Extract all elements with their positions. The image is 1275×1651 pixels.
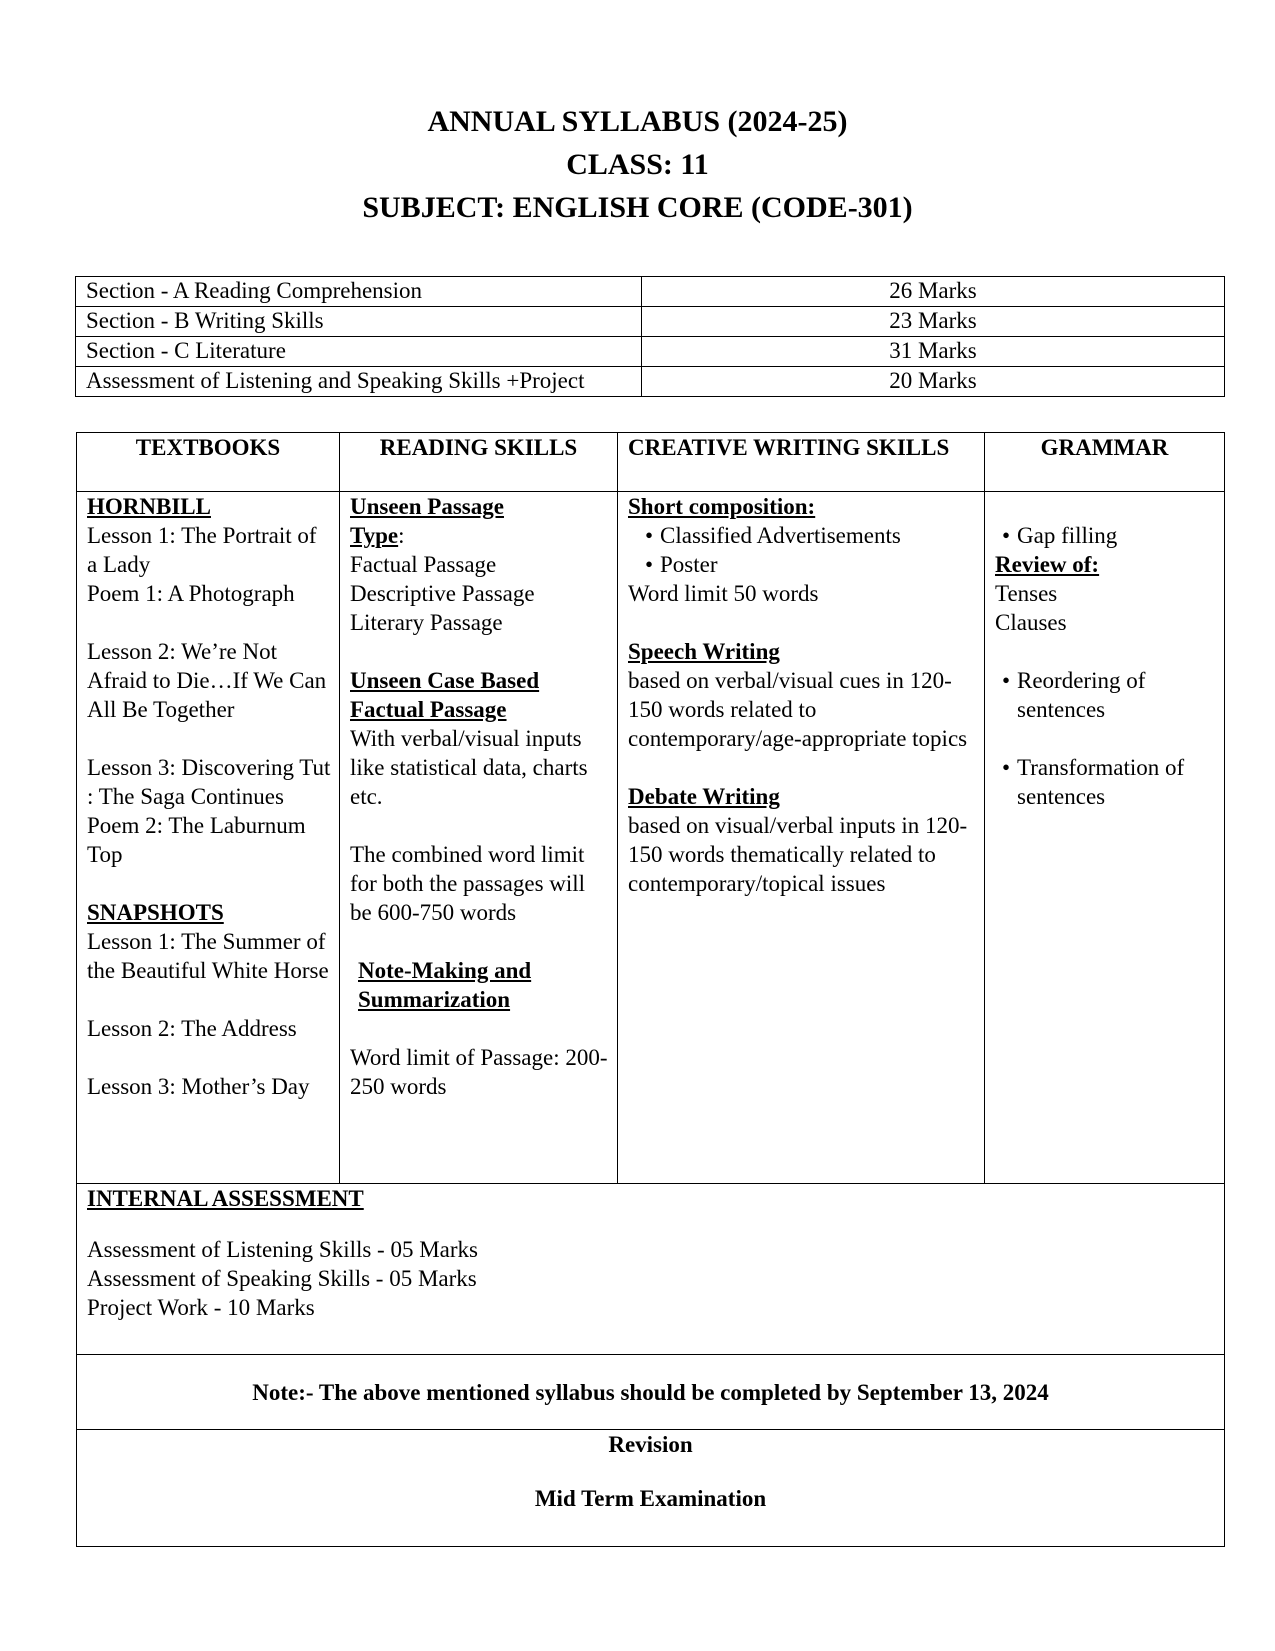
column-header-writing: CREATIVE WRITING SKILLS [618, 433, 985, 492]
type-colon: : [398, 523, 405, 548]
writing-cell [618, 492, 985, 1184]
snapshots-heading: SNAPSHOTS [87, 900, 224, 925]
combined-limit-text: The combined word limit for both the passages will be 600-750 words [350, 842, 586, 925]
section-name: Section - B Writing Skills [76, 307, 642, 337]
list-item: Assessment of Speaking Skills - 05 Marks [87, 1266, 477, 1291]
table-row [76, 337, 1225, 367]
section-name: Section - C Literature [76, 337, 642, 367]
unseen-passage-heading: Unseen Passage [350, 494, 504, 519]
section-marks: 31 Marks [642, 337, 1225, 367]
section-marks: 20 Marks [642, 367, 1225, 397]
list-item: Lesson 1: The Summer of the Beautiful White Horse [87, 929, 329, 983]
column-header-grammar: GRAMMAR [985, 433, 1225, 492]
list-item: • Gap filling [995, 521, 1216, 550]
list-item: Lesson 1: The Portrait of a Lady [87, 523, 317, 577]
list-item: Clauses [995, 610, 1067, 635]
review-heading: Review of: [995, 552, 1100, 577]
speech-writing-heading: Speech Writing [628, 639, 780, 664]
subject-label: SUBJECT: ENGLISH CORE (CODE-301) [362, 191, 913, 224]
list-item: Lesson 2: The Address [87, 1016, 297, 1041]
section-marks: 23 Marks [642, 307, 1225, 337]
table-row [77, 1430, 1225, 1547]
bullet-icon: • [1001, 755, 1011, 780]
short-composition-limit: Word limit 50 words [628, 581, 819, 606]
list-item: Descriptive Passage [350, 581, 535, 606]
bullet-icon: • [644, 552, 654, 577]
class-label: CLASS: 11 [566, 148, 709, 181]
debate-writing-description: based on visual/verbal inputs in 120-150 words thematically related to contemporary/topical issues [628, 813, 968, 896]
completion-note: Note:- The above mentioned syllabus should be completed by September 13, 2024 [77, 1355, 1225, 1430]
list-item: Lesson 3: Discovering Tut : The Saga Continues [87, 755, 331, 809]
reading-cell [340, 492, 618, 1184]
table-row [77, 492, 1225, 1184]
list-item: Assessment of Listening Skills - 05 Marks [87, 1237, 478, 1262]
bullet-icon: • [644, 523, 654, 548]
list-item: • Poster [638, 550, 976, 579]
case-based-heading: Unseen Case Based Factual Passage [350, 668, 540, 722]
list-item: Factual Passage [350, 552, 497, 577]
midterm-label: Mid Term Examination [534, 1486, 767, 1511]
table-header-row [77, 433, 1225, 492]
case-based-description: With verbal/visual inputs like statistical data, charts etc. [350, 726, 588, 809]
speech-writing-description: based on verbal/visual cues in 120-150 words related to contemporary/age-appropriate topics [628, 668, 968, 751]
note-making-limit: Word limit of Passage: 200-250 words [350, 1045, 608, 1099]
list-item: Poem 1: A Photograph [87, 581, 295, 606]
column-header-reading: READING SKILLS [340, 433, 618, 492]
table-row [76, 277, 1225, 307]
list-item: Lesson 2: We’re Not Afraid to Die…If We Can All Be Together [87, 639, 327, 722]
debate-writing-heading: Debate Writing [628, 784, 780, 809]
section-marks: 26 Marks [642, 277, 1225, 307]
list-item: • Classified Advertisements [638, 521, 976, 550]
note-making-heading: Note-Making and Summarization [358, 958, 532, 1012]
list-item: Poem 2: The Laburnum Top [87, 813, 306, 867]
table-row [77, 1355, 1225, 1430]
table-row [76, 367, 1225, 397]
column-header-textbooks: TEXTBOOKS [77, 433, 340, 492]
bullet-icon: • [1001, 668, 1011, 693]
hornbill-heading: HORNBILL [87, 494, 211, 519]
internal-assessment-heading: INTERNAL ASSESSMENT [87, 1186, 364, 1211]
revision-cell [77, 1430, 1225, 1547]
revision-label: Revision [608, 1432, 693, 1457]
list-item: • Transformation of sentences [995, 753, 1216, 811]
internal-assessment-cell [77, 1184, 1225, 1355]
type-label: Type [350, 523, 399, 548]
list-item: • Reordering of sentences [995, 666, 1216, 724]
list-item: Tenses [995, 581, 1058, 606]
grammar-cell [985, 492, 1225, 1184]
page-title: ANNUAL SYLLABUS (2024-25) [427, 105, 848, 138]
short-composition-heading: Short composition: [628, 494, 816, 519]
bullet-icon: • [1001, 523, 1011, 548]
table-row [76, 307, 1225, 337]
marks-table [75, 276, 1225, 397]
page-header [0, 100, 1275, 229]
section-name: Assessment of Listening and Speaking Skills +Project [76, 367, 642, 397]
syllabus-table [76, 432, 1225, 1547]
section-name: Section - A Reading Comprehension [76, 277, 642, 307]
list-item: Lesson 3: Mother’s Day [87, 1074, 310, 1099]
list-item: Project Work - 10 Marks [87, 1295, 315, 1320]
list-item: Literary Passage [350, 610, 503, 635]
table-row [77, 1184, 1225, 1355]
textbooks-cell [77, 492, 340, 1184]
